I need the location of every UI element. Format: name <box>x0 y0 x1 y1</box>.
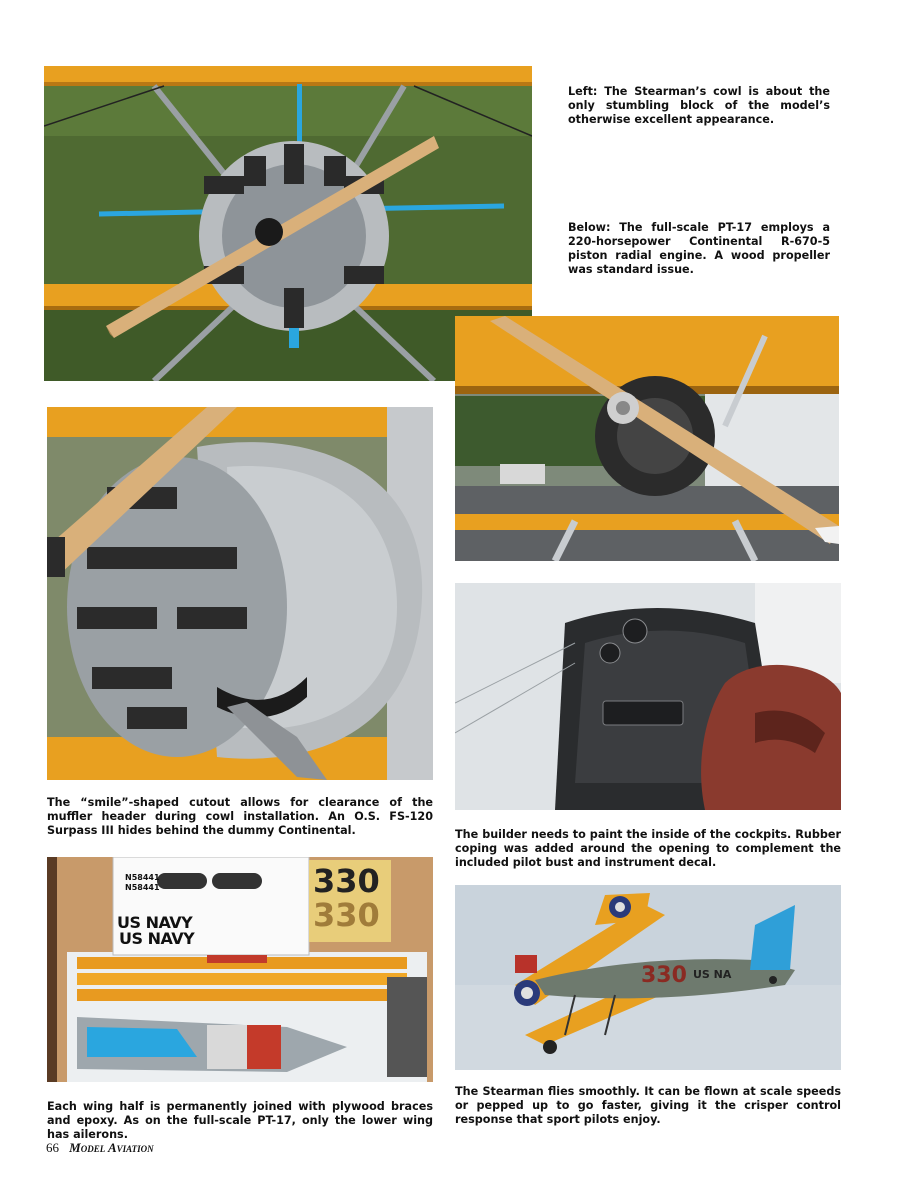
caption-cowl: Left: The Stearman’s cowl is about the only stumbling block of the model’s otherwise excellent appearance. <box>568 85 830 126</box>
decal-number-2: 330 <box>313 896 380 934</box>
caption-cockpit: The builder needs to paint the inside of the cockpits. Rubber coping was added around the opening to complement the included pilot bust and instrument decal. <box>455 828 841 869</box>
plane-us-navy: US NA <box>693 968 732 981</box>
page-footer <box>46 1140 154 1156</box>
caption-smile-cutout: The “smile”-shaped cutout allows for clearance of the muffler header during cowl installation. An O.S. FS-120 Surpass III hides behind the dummy Continental. <box>47 796 433 837</box>
photo-cockpit <box>455 583 841 810</box>
caption-wing-half: Each wing half is permanently joined with plywood braces and epoxy. As on the full-scale PT-17, only the lower wing has ailerons. <box>47 1100 433 1141</box>
photo-cowl-cutout <box>47 407 433 780</box>
page-number: 66 <box>46 1140 59 1155</box>
magazine-title: Model Aviation <box>69 1140 154 1155</box>
decal-registration-2: N58441 <box>125 883 160 892</box>
decal-number-1: 330 <box>313 862 380 900</box>
caption-flight: The Stearman flies smoothly. It can be flown at scale speeds or pepped up to go faster, giving it the crisper control response that sport pilots enjoy. <box>455 1085 841 1126</box>
plane-number: 330 <box>641 963 687 988</box>
decal-registration-1: N58441 <box>125 873 160 882</box>
photo-full-scale-engine <box>455 316 839 561</box>
photo-kit-box <box>47 857 433 1082</box>
decal-us-navy-2: US NAVY <box>119 929 195 948</box>
photo-stearman-flight <box>455 885 841 1070</box>
caption-full-scale-engine: Below: The full-scale PT-17 employs a 220-horsepower Continental R-670-5 piston radial engine. A wood propeller was standard issue. <box>568 221 830 276</box>
decal-us-navy-1: US NAVY <box>117 913 193 932</box>
